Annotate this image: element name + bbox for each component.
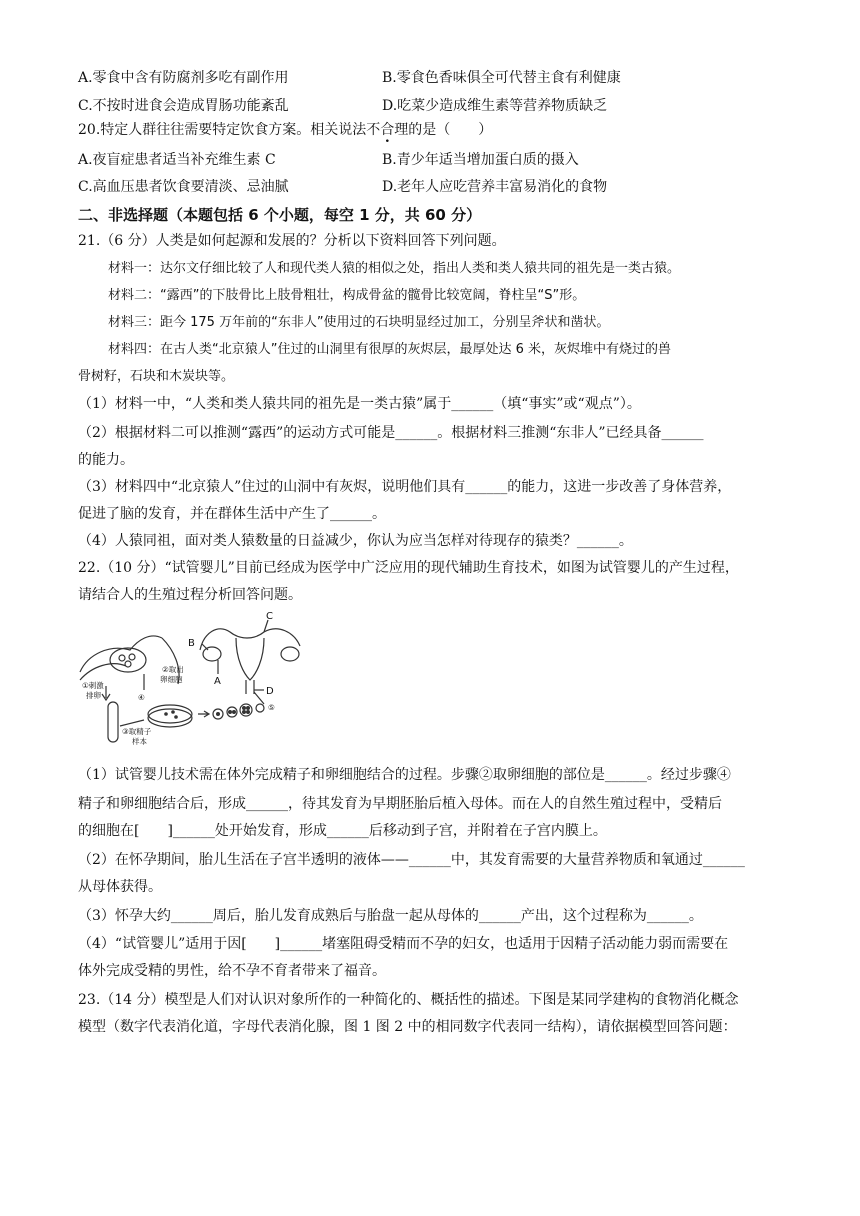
step-3-label-a: ③取精子 bbox=[122, 727, 152, 736]
q21-stem: 21.（6 分）人类是如何起源和发展的？分析以下资料回答下列问题。 bbox=[78, 233, 506, 249]
q22-stem-b: 请结合人的生殖过程分析回答问题。 bbox=[78, 587, 302, 603]
q22-part-2a: （2）在怀孕期间，胎儿生活在子宫半透明的液体——______中，其发育需要的大量营养物质和氧通过______ bbox=[78, 852, 745, 868]
petri-dish bbox=[148, 705, 192, 723]
q21-part-3a: （3）材料四中“北京猿人”住过的山洞中有灰烬，说明他们具有______的能力，这进一步改善了身体营养， bbox=[78, 479, 732, 495]
q21-material-2: 材料二：“露西”的下肢骨比上肢骨粗壮，构成骨盆的髋骨比较宽阔，脊柱呈“S”形。 bbox=[108, 288, 586, 303]
step-3-label-b: 样本 bbox=[132, 737, 147, 746]
q20-stem-pre: 20.特定人群往往需要特定饮食方案。相关说法 bbox=[78, 122, 367, 138]
q19-option-c: C.不按时进食会造成胃肠功能紊乱 bbox=[78, 98, 289, 114]
q22-part-2b: 从母体获得。 bbox=[78, 879, 162, 895]
q20-option-b: B.青少年适当增加蛋白质的摄入 bbox=[382, 152, 579, 168]
label-b: B bbox=[188, 638, 195, 649]
arrow-to-embryo bbox=[198, 711, 209, 717]
arrow-step-3 bbox=[120, 720, 144, 726]
embryo-2-cell-b bbox=[232, 710, 236, 714]
left-ovary bbox=[110, 648, 146, 672]
q21-material-1: 材料一：达尔文仔细比较了人和现代类人猿的相似之处，指出人类和类人猿共同的祖先是一类古猿。 bbox=[108, 261, 681, 276]
follicle-1 bbox=[119, 655, 125, 661]
embryo-4-cell-d bbox=[246, 710, 250, 714]
section-2-heading: 二、非选择题（本题包括 6 个小题，每空 1 分，共 60 分） bbox=[78, 206, 482, 224]
test-tube bbox=[108, 702, 118, 742]
q21-part-2b: 的能力。 bbox=[78, 452, 134, 468]
follicle-3 bbox=[125, 661, 131, 667]
embryo-4-cell bbox=[240, 704, 252, 716]
zygote-nucleus bbox=[216, 712, 220, 716]
step-5-label: ⑤ bbox=[268, 703, 275, 712]
q21-part-4: （4）人猿同祖，面对类人猿数量的日益减少，你认为应当怎样对待现存的猿类？______。 bbox=[78, 533, 633, 549]
q19-option-a: A.零食中含有防腐剂多吃有副作用 bbox=[78, 70, 289, 86]
egg-dot-2 bbox=[171, 710, 175, 714]
follicle-2 bbox=[129, 654, 135, 660]
left-fallopian-tube bbox=[80, 636, 162, 672]
vagina bbox=[246, 680, 254, 694]
q22-part-3: （3）怀孕大约______周后，胎儿发育成熟后与胎盘一起从母体的______产出，这个过程称为______。 bbox=[78, 908, 703, 924]
label-d: D bbox=[266, 686, 274, 697]
step-4-label: ④ bbox=[138, 693, 145, 702]
q19-option-d: D.吃菜少造成维生素等营养物质缺乏 bbox=[382, 98, 608, 114]
q22-part-1c: 的细胞在[ ]______处开始发育，形成______后移动到子宫，并附着在子宫内膜上。 bbox=[78, 823, 607, 839]
q21-part-2a: （2）根据材料二可以推测“露西”的运动方式可能是______。根据材料三推测“东非人”已经具备______ bbox=[78, 425, 704, 441]
q23-stem-b: 模型（数字代表消化道，字母代表消化腺，图 1 图 2 中的相同数字代表同一结构），请依据模型回答问题： bbox=[78, 1019, 737, 1035]
q21-part-3b: 促进了脑的发育，并在群体生活中产生了______。 bbox=[78, 506, 386, 522]
embryo-4-cell-b bbox=[246, 706, 250, 710]
arrow-step-5 bbox=[254, 692, 264, 704]
egg-dot-1 bbox=[164, 712, 168, 716]
label-c: C bbox=[266, 611, 273, 622]
q22-part-1b: 精子和卵细胞结合后，形成______，待其发育为早期胚胎后植入母体。而在人的自然生殖过程中，受精后 bbox=[78, 796, 722, 812]
egg-dot-3 bbox=[174, 715, 178, 719]
step-2-label-a: ②取出 bbox=[162, 665, 184, 674]
ovary-b bbox=[203, 647, 221, 661]
embryo-4-cell-c bbox=[242, 710, 246, 714]
ivf-process-figure bbox=[78, 610, 304, 746]
q22-part-4a: （4）“试管婴儿”适用于因[ ]______堵塞阻碍受精而不孕的妇女，也适用于因精子活动能力弱而需要在 bbox=[78, 936, 729, 952]
q20-stem-emphasis: 不合理 bbox=[366, 122, 409, 138]
step-1-label-a: ①刺激 bbox=[82, 681, 104, 690]
uterus bbox=[236, 638, 264, 680]
q20-option-a: A.夜盲症患者适当补充维生素 C bbox=[78, 152, 276, 168]
label-a: A bbox=[214, 676, 221, 687]
q20-option-d: D.老年人应吃营养丰富易消化的食物 bbox=[382, 179, 608, 195]
q22-part-4b: 体外完成受精的男性，给不孕不育者带来了福音。 bbox=[78, 963, 386, 979]
step-1-label-b: 排卵 bbox=[86, 691, 101, 700]
ovary-right bbox=[281, 647, 299, 661]
petri-dish-base bbox=[148, 709, 192, 727]
q20-stem bbox=[78, 120, 492, 140]
q21-material-4b: 骨树籽，石块和木炭块等。 bbox=[78, 369, 235, 384]
q20-option-c: C.高血压患者饮食要清淡、忌油腻 bbox=[78, 179, 289, 195]
q21-material-4a: 材料四：在古人类“北京猿人”住过的山洞里有很厚的灰烬层，最厚处达 6 米，灰烬堆中有烧过的兽 bbox=[108, 342, 672, 357]
left-tube-inner bbox=[80, 664, 126, 680]
embryo-5 bbox=[256, 704, 264, 712]
q22-part-1a: （1）试管婴儿技术需在体外完成精子和卵细胞结合的过程。步骤②取卵细胞的部位是______。经过步骤④ bbox=[78, 767, 731, 783]
embryo-2-cell-a bbox=[228, 710, 232, 714]
step-2-label-b: 卵细胞 bbox=[160, 675, 183, 684]
embryo-4-cell-a bbox=[242, 706, 246, 710]
q19-option-b: B.零食色香味俱全可代替主食有利健康 bbox=[382, 70, 621, 86]
q21-part-1: （1）材料一中，“人类和类人猿共同的祖先是一类古猿”属于______（填“事实”或“观点”）。 bbox=[78, 396, 641, 412]
q21-material-3: 材料三：距今 175 万年前的“东非人”使用过的石块明显经过加工，分别呈斧状和凿状。 bbox=[108, 315, 610, 330]
q22-stem-a: 22.（10 分）“试管婴儿”目前已经成为医学中广泛应用的现代辅助生育技术，如图为试管婴儿的产生过程， bbox=[78, 560, 739, 576]
q20-stem-post: 的是（ ） bbox=[408, 122, 493, 138]
q23-stem-a: 23.（14 分）模型是人们对认识对象所作的一种简化的、概括性的描述。下图是某同学建构的食物消化概念 bbox=[78, 992, 739, 1008]
